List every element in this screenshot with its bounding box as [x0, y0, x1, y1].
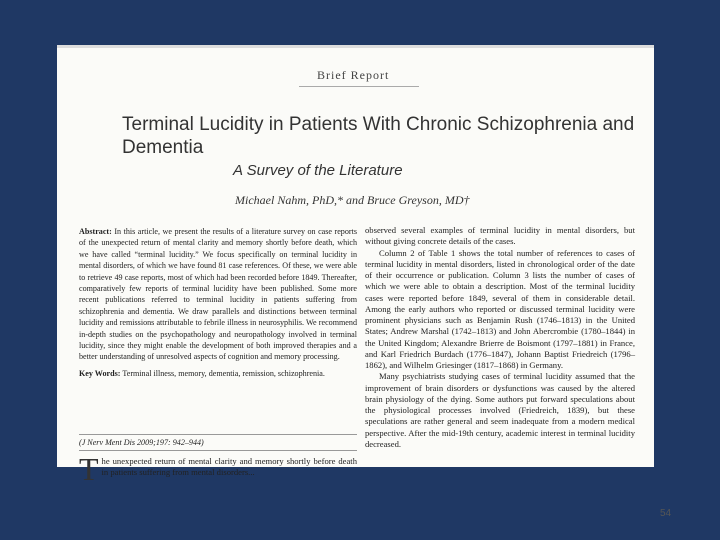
abstract-block: [79, 226, 357, 379]
body-intro-text: he unexpected return of mental clarity and memory shortly before death in patients suffering from mental disorders...: [101, 456, 357, 477]
right-paragraph-2: Column 2 of Table 1 shows the total number of references to cases of terminal lucidity in mental disorders, listed in chronological order of the date of their occurrence or publication. Column 3 lists the number of cases of which we were able to obtain a description. Most of the terminal lucidity cases were reported before 1849, several of them in considerable detail. Among the early authors who reported or discussed terminal lucidity were prominent physicians such as Benjamin Rush (1746–1813) in the United States; Andrew Marshal (1742–1813) and John Abercrombie (1780–1844) in the United Kingdom; Alexandre Brierre de Boismont (1797–1881) in France, and Karl Friedrich Burdach (1776–1847), Johann Baptist Friedreich (1796–1862), and Wilhelm Griesinger (1817–1868) in Germany.: [365, 247, 635, 370]
keywords-label: Key Words:: [79, 368, 121, 378]
abstract-text: In this article, we present the results of a literature survey on case reports of the unexpected return of mental clarity and memory shortly before death, which we have called “terminal lucidity.” We focus specifically on terminal lucidity in mental disorders, of which we have found 81 case references. Of these, we were able to retrieve 49 case reports, most of which had been recorded before 1849. Thereafter, comparatively few reports of terminal lucidity have been published. Some more recent publications referred to terminal lucidity in patients suffering from schizophrenia and dementia. We draw parallels and distinctions between terminal lucidity and remissions attributable to febrile illness in neurosyphilis. We recommend in-depth studies on the psychopathology and neuropathology involved in terminal lucidity, since they might enable the development of both improved therapies and a better understanding of unresolved aspects of cognition and memory processing.: [79, 227, 357, 362]
citation: (J Nerv Ment Dis 2009;197: 942–944): [79, 438, 204, 447]
section-rule: [299, 86, 419, 87]
right-paragraph-1: observed several examples of terminal lucidity in mental disorders, but without giving concrete details of the cases.: [365, 225, 635, 247]
right-column: [365, 225, 635, 450]
keywords-paragraph: [79, 368, 357, 379]
keywords-text: Terminal illness, memory, dementia, remission, schizophrenia.: [122, 368, 325, 378]
citation-divider: [79, 450, 357, 451]
paper-title: Terminal Lucidity in Patients With Chronic Schizophrenia and Dementia: [122, 114, 635, 158]
abstract-label: Abstract:: [79, 227, 112, 236]
drop-cap: T: [79, 451, 99, 487]
paper-page: [57, 45, 654, 487]
page-top-edge: [57, 45, 654, 48]
right-paragraph-3: Many psychiatrists studying cases of terminal lucidity assumed that the improvement of brain disorders or dysfunctions was caused by the altered brain physiology of the dying. Some authors put forward speculations about the physiological processes involved (Friedreich, 1839), but these speculations are rather general and seem inadequate from a modern medical perspective. After the mid-19th century, academic interest in terminal lucidity decreased.: [365, 371, 635, 449]
abstract-paragraph: [79, 226, 357, 363]
section-label: Brief Report: [317, 68, 390, 82]
slide-number: 54: [660, 508, 672, 519]
abstract-divider: [79, 434, 357, 435]
paper-authors: Michael Nahm, PhD,* and Bruce Greyson, MD†: [235, 193, 470, 207]
body-intro: [79, 451, 357, 487]
paper-subtitle: A Survey of the Literature: [233, 162, 403, 179]
